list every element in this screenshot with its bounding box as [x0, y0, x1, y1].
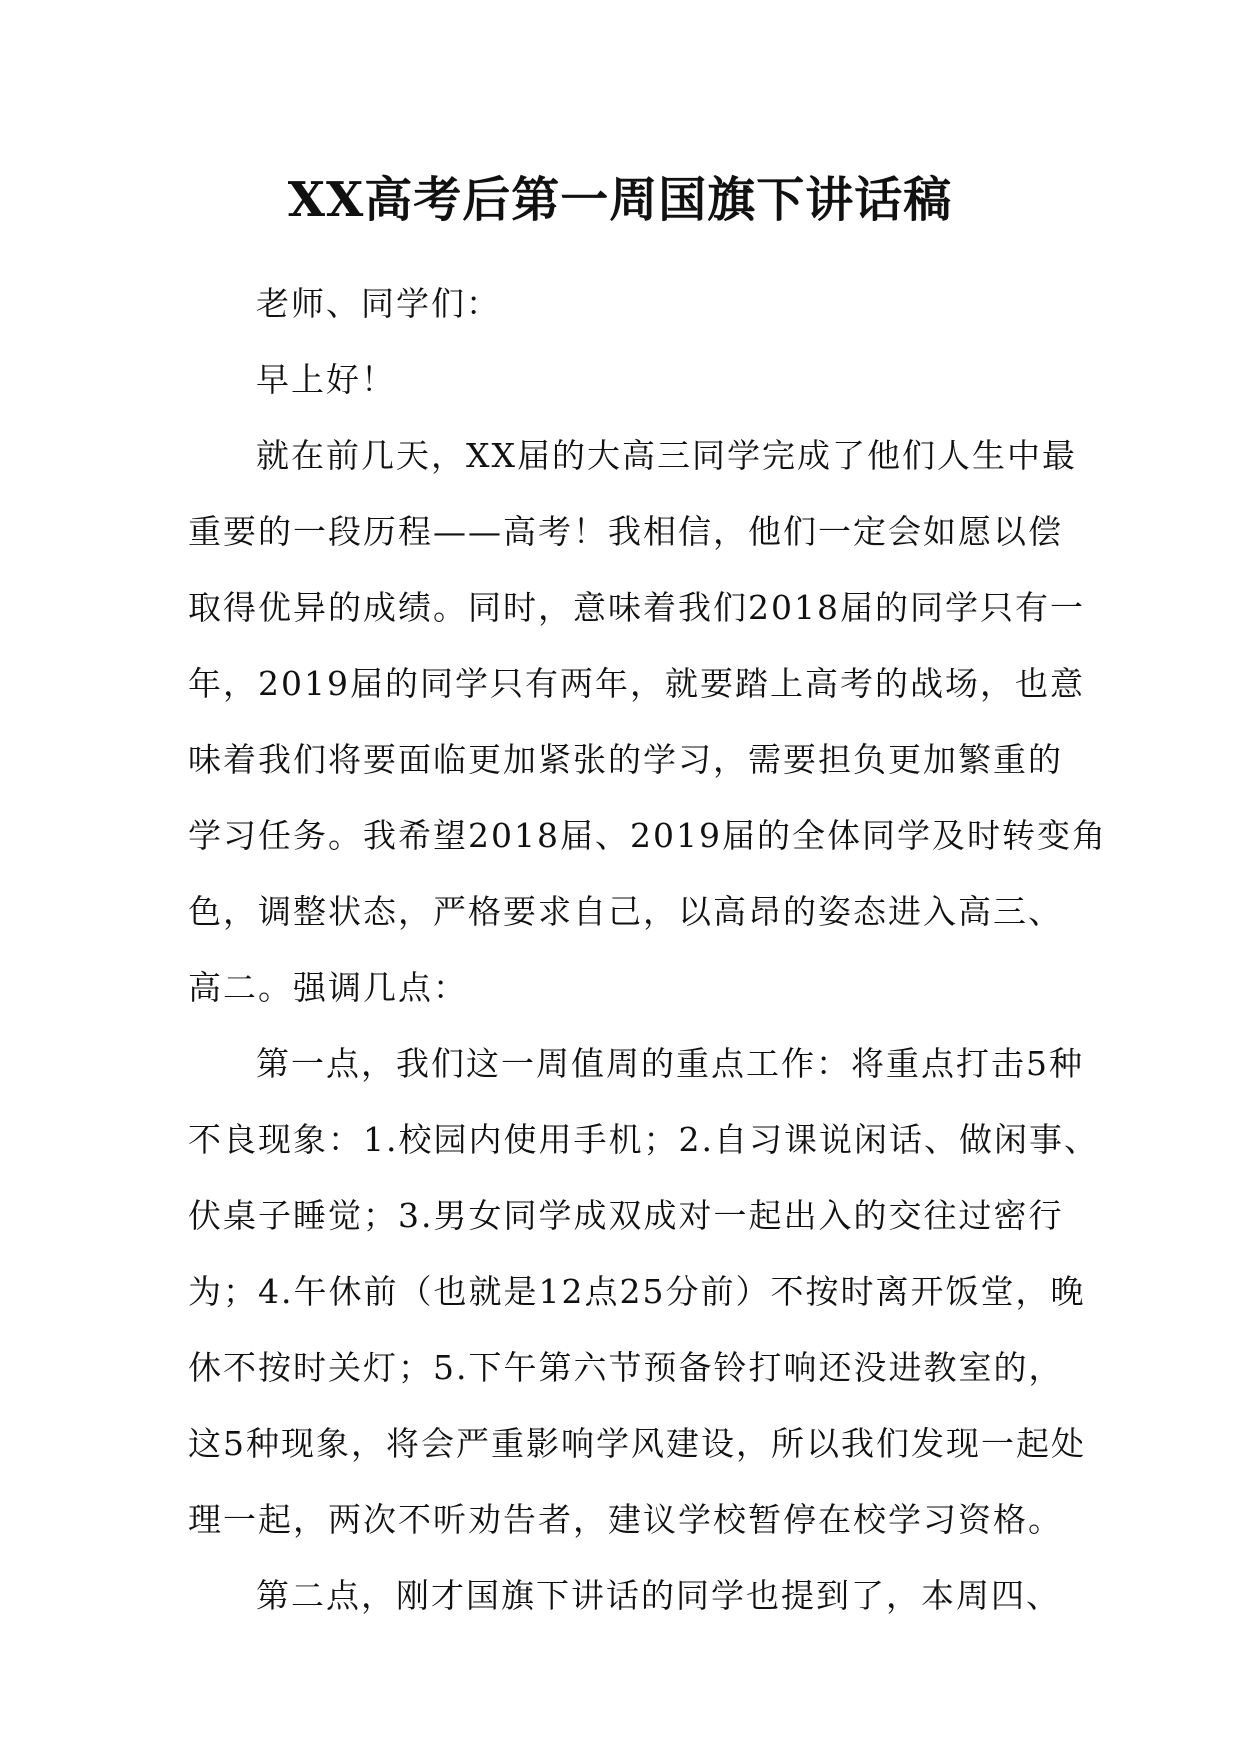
paragraph-line: 不良现象：1.校园内使用手机；2.自习课说闲话、做闲事、: [188, 1120, 1099, 1159]
paragraph-line: 伏桌子睡觉；3.男女同学成双成对一起出入的交往过密行: [188, 1196, 1064, 1235]
paragraph-line: 理一起，两次不听劝告者，建议学校暂停在校学习资格。: [188, 1500, 1063, 1539]
document-title: XX高考后第一周国旗下讲话稿: [287, 172, 953, 228]
paragraph-line: 就在前几天，XX届的大高三同学完成了他们人生中最: [256, 436, 1077, 475]
document-body: [188, 266, 1107, 1634]
paragraph-line: 第一点，我们这一周值周的重点工作：将重点打击5种: [256, 1044, 1084, 1083]
paragraph-line: 早上好！: [256, 360, 396, 399]
paragraph-point-one: [188, 1026, 1099, 1558]
paragraph-line: 学习任务。我希望2018届、2019届的全体同学及时转变角: [188, 816, 1107, 855]
paragraph-line: 高二。强调几点：: [188, 968, 468, 1007]
paragraph-line: 色，调整状态，严格要求自己，以高昂的姿态进入高三、: [188, 892, 1063, 931]
paragraph-greeting: [188, 266, 1068, 342]
paragraph-line: 年，2019届的同学只有两年，就要踏上高考的战场，也意: [188, 664, 1085, 703]
paragraph-point-two: [188, 1558, 1068, 1634]
paragraph-line: 这5种现象，将会严重影响学风建设，所以我们发现一起处: [188, 1424, 1086, 1463]
paragraph-line: 味着我们将要面临更加紧张的学习，需要担负更加繁重的: [188, 740, 1063, 779]
paragraph-line: 重要的一段历程——高考！我相信，他们一定会如愿以偿: [188, 512, 1063, 551]
paragraph-line: 取得优异的成绩。同时，意味着我们2018届的同学只有一: [188, 588, 1085, 627]
paragraph-good-morning: [188, 342, 1068, 418]
paragraph-line: 为；4.午休前（也就是12点25分前）不按时离开饭堂，晚: [188, 1272, 1086, 1311]
paragraph-line: 休不按时关灯；5.下午第六节预备铃打响还没进教室的，: [188, 1348, 1064, 1387]
paragraph-intro: [188, 418, 1107, 1026]
paragraph-line: 老师、同学们：: [256, 284, 501, 323]
paragraph-line: 第二点，刚才国旗下讲话的同学也提到了，本周四、: [256, 1576, 1061, 1615]
